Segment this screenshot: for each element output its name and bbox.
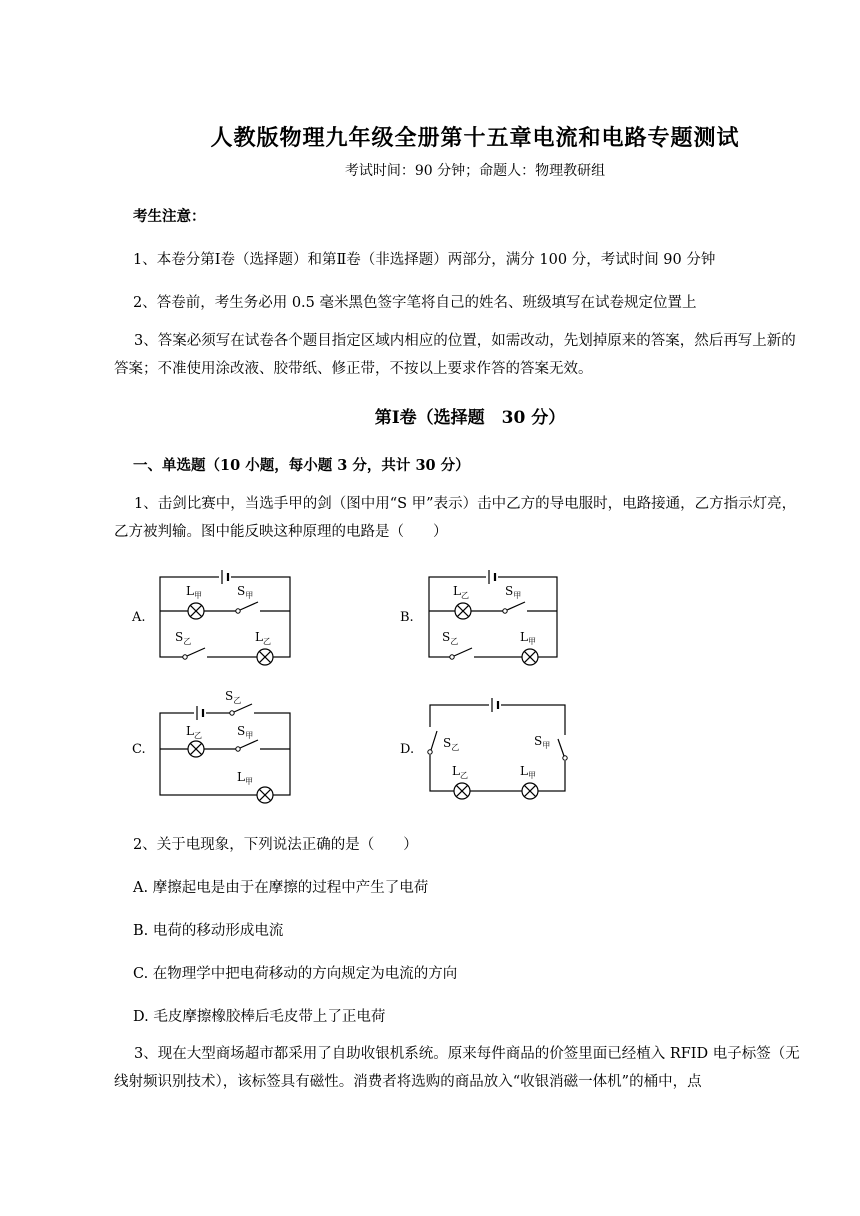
question-2-option-b[interactable]: B. 电荷的移动形成电流 xyxy=(133,923,284,939)
circuit-diagrams-svg xyxy=(0,555,860,815)
option-b-label[interactable]: B. xyxy=(400,610,414,625)
switch-jia-label-c: $S_甲$ xyxy=(237,724,254,740)
circuit-c[interactable] xyxy=(160,689,290,803)
question-3-stem: 3、现在大型商场超市都采用了自助收银机系统。原来每件商品的价签里面已经植入 RFID 电子标签（无线射频识别技术），该标签具有磁性。消费者将选购的商品放入“收银消磁一体机”的桶中，点 xyxy=(114,1046,800,1090)
page-title: 人教版物理九年级全册第十五章电流和电路专题测试 xyxy=(210,125,740,151)
lamp-jia-label-a: $L_甲$ xyxy=(186,584,202,600)
question-2-option-d[interactable]: D. 毛皮摩擦橡胶棒后毛皮带上了正电荷 xyxy=(133,1009,386,1025)
lamp-jia-label-b: $L_甲$ xyxy=(520,630,536,646)
notice-heading: 考生注意： xyxy=(133,208,206,225)
circuit-b[interactable] xyxy=(429,570,557,665)
question-2-stem: 2、关于电现象，下列说法正确的是（ ） xyxy=(133,837,418,853)
question-2-option-a[interactable]: A. 摩擦起电是由于在摩擦的过程中产生了电荷 xyxy=(133,880,429,896)
switch-yi-label-c: $S_乙$ xyxy=(225,689,242,705)
lamp-jia-label-d: $L_甲$ xyxy=(520,764,536,780)
option-a-label[interactable]: A. xyxy=(132,610,146,625)
switch-jia-label-a: $S_甲$ xyxy=(237,584,254,600)
circuit-d[interactable] xyxy=(424,698,571,799)
section-title: 第Ⅰ卷（选择题 30 分） xyxy=(374,408,566,428)
switch-yi-label-d: $S_乙$ xyxy=(443,736,460,752)
option-d-label[interactable]: D. xyxy=(400,742,415,757)
notice-3: 3、答案必须写在试卷各个题目指定区域内相应的位置，如需改动，先划掉原来的答案，然后再写上新的答案；不准使用涂改液、胶带纸、修正带，不按以上要求作答的答案无效。 xyxy=(114,333,796,377)
option-c-label[interactable]: C. xyxy=(132,742,146,757)
question-1-stem: 1、击剑比赛中，当选手甲的剑（图中用“S 甲”表示）击中乙方的导电服时，电路接通，乙方指示灯亮，乙方被判输。图中能反映这种原理的电路是（ ） xyxy=(114,496,797,540)
circuit-a[interactable] xyxy=(160,570,290,665)
switch-jia-label-d: $S_甲$ xyxy=(534,734,551,750)
question-1-figures xyxy=(0,555,860,815)
lamp-yi-label-a: $L_乙$ xyxy=(255,630,271,646)
part-title: 一、单选题（10 小题，每小题 3 分，共计 30 分） xyxy=(133,457,470,474)
exam-info: 考试时间：90 分钟；命题人：物理教研组 xyxy=(344,163,606,179)
question-2-option-c[interactable]: C. 在物理学中把电荷移动的方向规定为电流的方向 xyxy=(133,966,458,982)
lamp-jia-label-c: $L_甲$ xyxy=(237,770,253,786)
switch-jia-label-b: $S_甲$ xyxy=(505,584,522,600)
lamp-yi-label-c: $L_乙$ xyxy=(186,724,202,740)
switch-yi-label-b: $S_乙$ xyxy=(442,630,459,646)
notice-1: 1、本卷分第Ⅰ卷（选择题）和第Ⅱ卷（非选择题）两部分，满分 100 分，考试时间 90 分钟 xyxy=(133,252,716,268)
notice-2: 2、答卷前，考生务必用 0.5 毫米黑色签字笔将自己的姓名、班级填写在试卷规定位置上 xyxy=(133,295,697,311)
switch-yi-label-a: $S_乙$ xyxy=(175,630,192,646)
lamp-yi-label-b: $L_乙$ xyxy=(453,584,469,600)
lamp-yi-label-d: $L_乙$ xyxy=(452,764,468,780)
